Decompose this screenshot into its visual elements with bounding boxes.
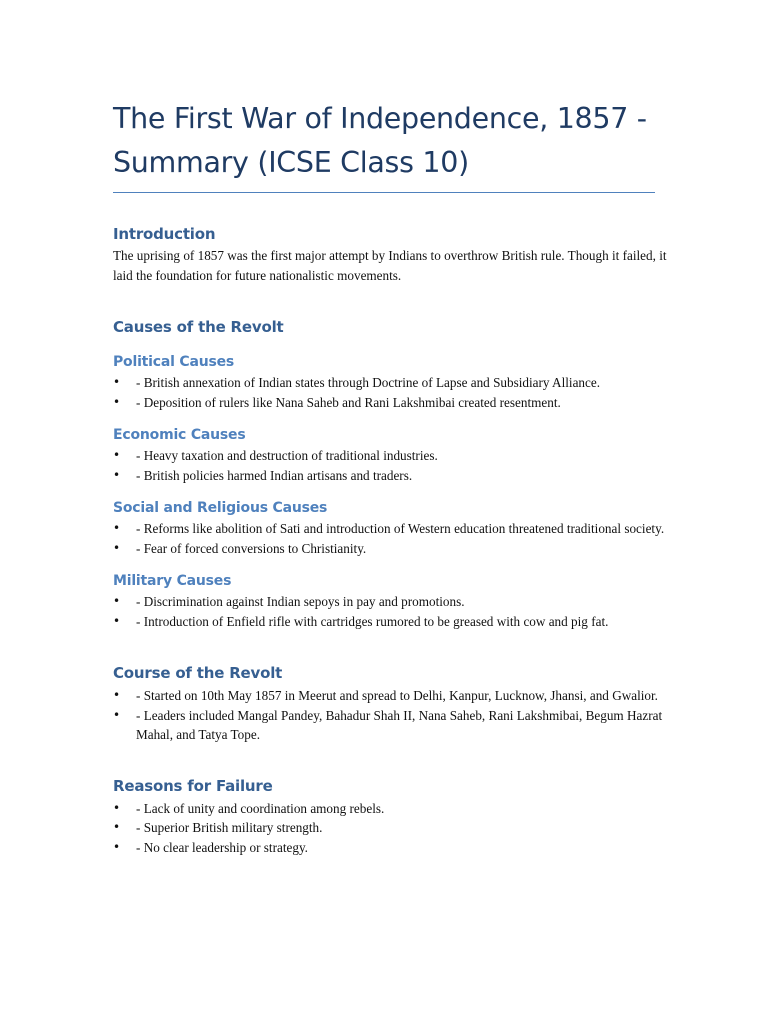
social-religious-causes-list: [113, 519, 673, 558]
subsection-heading-economic: Economic Causes: [113, 427, 246, 443]
list-item: [113, 799, 666, 819]
bullet-glyph: •: [113, 800, 121, 815]
list-item-text: - Deposition of rulers like Nana Saheb and Rani Lakshmibai created resentment.: [136, 394, 561, 410]
course-list: [113, 686, 673, 745]
list-item-text: - British annexation of Indian states through Doctrine of Lapse and Subsidiary Alliance.: [136, 375, 601, 390]
list-item: [113, 706, 666, 745]
section-heading-introduction: Introduction: [113, 225, 216, 243]
bullet-glyph: •: [113, 839, 121, 854]
list-item-text: - Heavy taxation and destruction of traditional industries.: [136, 448, 438, 463]
section-causes: [113, 318, 673, 631]
bullet-glyph: •: [113, 521, 121, 535]
political-causes-list: [113, 373, 673, 412]
list-item: [113, 373, 666, 393]
document-page: [113, 0, 673, 857]
section-heading-causes: Causes of the Revolt: [113, 318, 284, 336]
section-introduction: [113, 225, 673, 286]
bullet-glyph: •: [113, 375, 121, 389]
economic-causes-list: [113, 446, 673, 485]
bullet-glyph: •: [113, 594, 121, 608]
bullet-glyph: •: [113, 688, 121, 702]
list-item: [113, 519, 666, 539]
bullet-glyph: •: [113, 613, 121, 628]
bullet-glyph: •: [113, 467, 121, 482]
section-course: [113, 664, 673, 745]
list-item: [113, 612, 666, 632]
list-item: [113, 818, 666, 838]
list-item-text: - Introduction of Enfield rifle with cartridges rumored to be greased with cow and pig fat.: [136, 613, 609, 629]
list-item: [113, 539, 666, 559]
bullet-glyph: •: [113, 540, 121, 555]
bullet-glyph: •: [113, 448, 121, 462]
list-item-text: - Discrimination against Indian sepoys in pay and promotions.: [136, 594, 465, 609]
list-item-text: - Lack of unity and coordination among rebels.: [136, 800, 385, 816]
list-item: [113, 466, 666, 486]
list-item-text: - Leaders included Mangal Pandey, Bahadur Shah II, Nana Saheb, Rani Lakshmibai, Begum Hazrat Mahal, and Tatya Tope.: [136, 707, 663, 742]
section-heading-failure: Reasons for Failure: [113, 776, 273, 795]
subsection-heading-military: Military Causes: [113, 573, 232, 589]
section-heading-course: Course of the Revolt: [113, 664, 283, 682]
list-item: [113, 686, 666, 706]
document-title: The First War of Independence, 1857 - Summary (ICSE Class 10): [113, 97, 655, 193]
bullet-glyph: •: [113, 707, 121, 722]
list-item-text: - Reforms like abolition of Sati and introduction of Western education threatened traditional society.: [136, 521, 665, 536]
list-item-text: - Started on 10th May 1857 in Meerut and spread to Delhi, Kanpur, Lucknow, Jhansi, and Gwalior.: [136, 688, 658, 703]
bullet-glyph: •: [113, 394, 121, 409]
list-item-text: - Superior British military strength.: [136, 820, 323, 835]
subsection-heading-political: Political Causes: [113, 354, 235, 370]
list-item: [113, 838, 666, 858]
introduction-paragraph: The uprising of 1857 was the first major attempt by Indians to overthrow British rule. Though it failed, it laid the foundation for future nationalistic movements.: [113, 248, 667, 283]
list-item-text: - British policies harmed Indian artisans and traders.: [136, 467, 413, 483]
list-item: [113, 446, 666, 466]
military-causes-list: [113, 592, 673, 631]
failure-list: [113, 799, 673, 858]
list-item: [113, 393, 666, 413]
subsection-heading-social-religious: Social and Religious Causes: [113, 500, 328, 516]
list-item-text: - Fear of forced conversions to Christianity.: [136, 540, 367, 556]
list-item: [113, 592, 666, 612]
list-item-text: - No clear leadership or strategy.: [136, 839, 308, 855]
bullet-glyph: •: [113, 820, 121, 834]
section-failure: [113, 777, 673, 858]
